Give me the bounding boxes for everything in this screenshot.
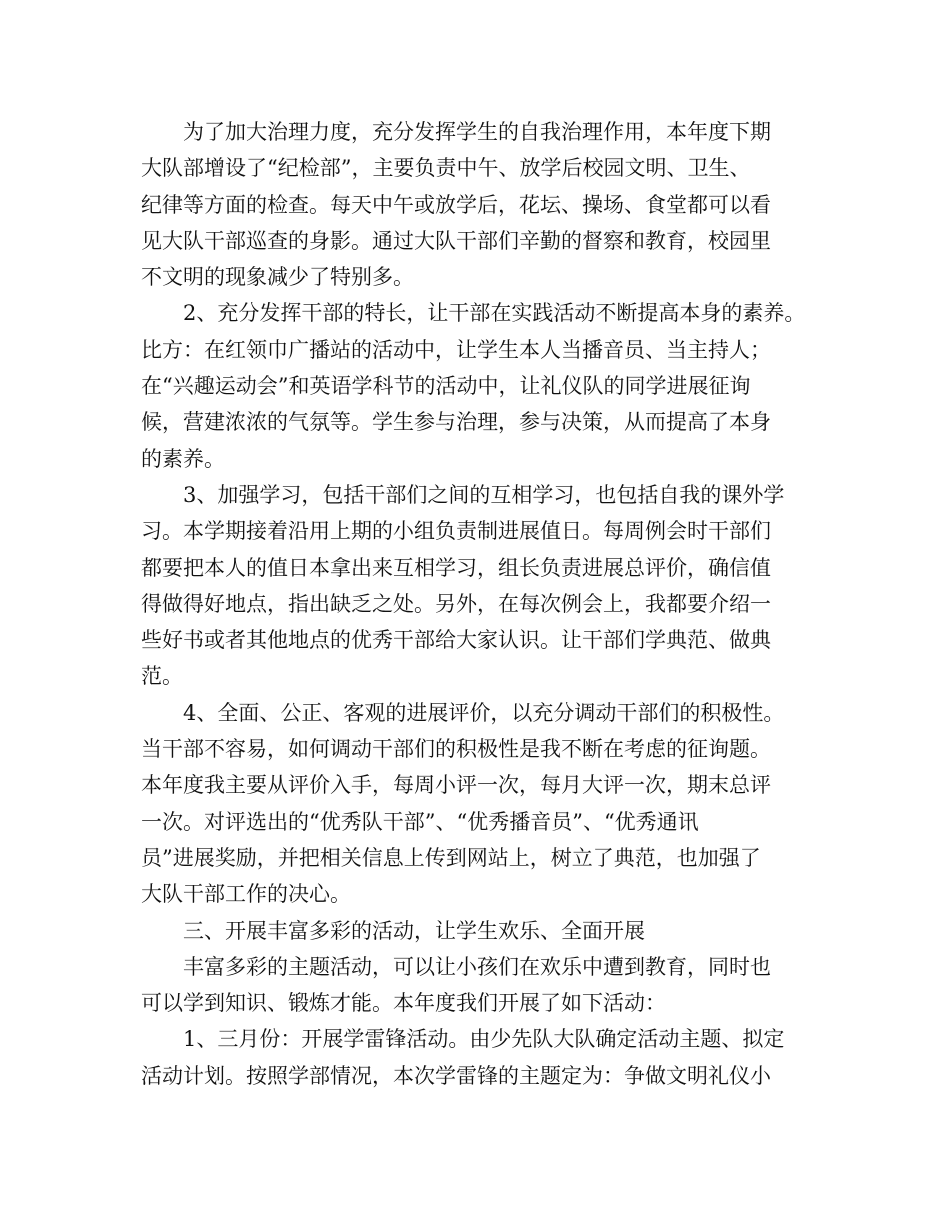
paragraph-line: 候，营建浓浓的气氛等。学生参与治理，参与决策，从而提高了本身 bbox=[141, 410, 771, 435]
paragraph-line: 纪律等方面的检查。每天中午或放学后，花坛、操场、食堂都可以看 bbox=[141, 192, 771, 217]
paragraph-line: 习。本学期接着沿用上期的小组负责制进展值日。每周例会时干部们 bbox=[141, 519, 771, 544]
paragraph-line: 不文明的现象减少了特别多。 bbox=[141, 265, 414, 290]
paragraph-line: 都要把本人的值日本拿出来互相学习，组长负责进展总评价，确信值 bbox=[141, 555, 771, 580]
paragraph-line: 见大队干部巡查的身影。通过大队干部们辛勤的督察和教育，校园里 bbox=[141, 228, 771, 253]
paragraph-first-line: 3、加强学习，包括干部们之间的互相学习，也包括自我的课外学 bbox=[183, 482, 785, 507]
paragraph-line: 的素养。 bbox=[141, 446, 225, 471]
paragraph-first-line: 为了加大治理力度，充分发挥学生的自我治理作用，本年度下期 bbox=[183, 120, 771, 144]
paragraph-line: 一次。对评选出的“优秀队干部”、“优秀播音员”、“优秀通讯 bbox=[141, 809, 699, 834]
paragraph-line: 当干部不容易，如何调动干部们的积极性是我不断在考虑的征询题。 bbox=[141, 737, 771, 762]
paragraph-line: 活动计划。按照学部情况，本次学雷锋的主题定为：争做文明礼仪小 bbox=[141, 1063, 771, 1088]
paragraph-first-line: 2、充分发挥干部的特长，让干部在实践活动不断提高本身的素养。 bbox=[183, 301, 806, 326]
paragraph-line: 可以学到知识、锻炼才能。本年度我们开展了如下活动： bbox=[141, 991, 666, 1016]
paragraph-line: 大队干部工作的决心。 bbox=[141, 882, 351, 907]
paragraph-line: 范。 bbox=[141, 664, 183, 689]
document-page bbox=[141, 114, 821, 1094]
paragraph-line: 大队部增设了“纪检部”，主要负责中午、放学后校园文明、卫生、 bbox=[141, 156, 751, 181]
paragraph-line: 本年度我主要从评价入手，每周小评一次，每月大评一次，期末总评 bbox=[141, 773, 771, 798]
paragraph-line: 在“兴趣运动会”和英语学科节的活动中，让礼仪队的同学进展征询 bbox=[141, 374, 751, 399]
paragraph-first-line: 4、全面、公正、客观的进展评价，以充分调动干部们的积极性。 bbox=[183, 700, 785, 725]
paragraph-first-line: 丰富多彩的主题活动，可以让小孩们在欢乐中遭到教育，同时也 bbox=[183, 954, 771, 979]
paragraph-line: 比方：在红领巾广播站的活动中，让学生本人当播音员、当主持人； bbox=[141, 337, 771, 362]
paragraph-first-line: 三、开展丰富多彩的活动，让学生欢乐、全面开展 bbox=[183, 918, 645, 943]
paragraph-line: 员”进展奖励，并把相关信息上传到网站上，树立了典范，也加强了 bbox=[141, 845, 761, 870]
paragraph-line: 些好书或者其他地点的优秀干部给大家认识。让干部们学典范、做典 bbox=[141, 628, 771, 653]
paragraph-first-line: 1、三月份：开展学雷锋活动。由少先队大队确定活动主题、拟定 bbox=[183, 1027, 785, 1052]
paragraph-line: 得做得好地点，指出缺乏之处。另外，在每次例会上，我都要介绍一 bbox=[141, 591, 771, 616]
